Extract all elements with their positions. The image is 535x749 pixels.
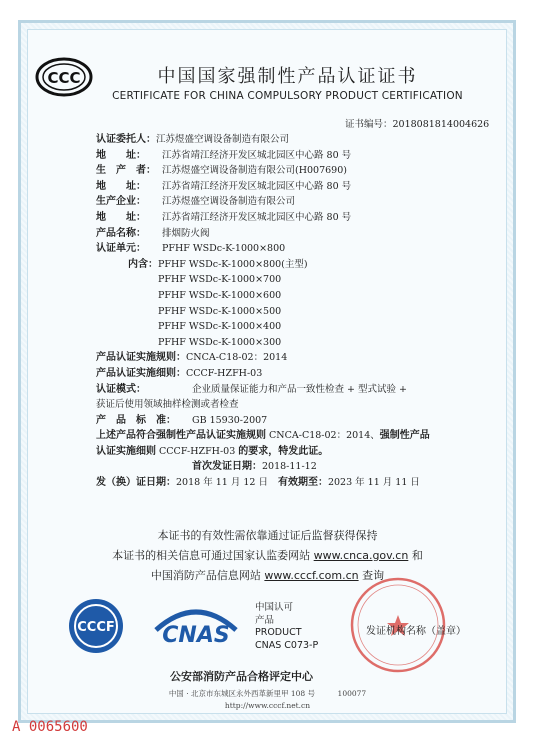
cnca-note: 本证书的相关信息可通过国家认监委网站 www.cnca.gov.cn 和 <box>112 549 423 562</box>
model-row <box>96 257 486 273</box>
product-label: 产品名称： <box>96 227 146 239</box>
manufacturer-value: 江苏煜盛空调设备制造有限公司(H007690) <box>162 165 347 177</box>
cnca-link[interactable]: www.cnca.gov.cn <box>313 549 409 562</box>
cccf-note: 中国消防产品信息网站 www.cccf.com.cn 查询 <box>150 569 385 582</box>
statement-text: 上述产品符合强制性产品认证实施规则 <box>96 430 266 442</box>
mode-row-2 <box>96 397 486 413</box>
statement-rule: CNCA-C18-02：2014、 <box>266 430 380 442</box>
issue-label: 发（换）证日期： <box>96 477 176 489</box>
organization-address: 中国 · 北京市东城区永外西革新里甲 108 号 100077 <box>168 689 367 698</box>
standard-row <box>96 413 486 429</box>
content-label: 内含： <box>128 258 158 270</box>
issue-value: 2018 年 11 月 12 日 <box>176 477 268 489</box>
mode-row <box>96 382 486 398</box>
address3-row <box>96 210 486 226</box>
cccf-link[interactable]: www.cccf.com.cn <box>264 569 359 582</box>
certificate-title-cn: 中国国家强制性产品认证证书 <box>157 66 418 87</box>
certificate-body <box>96 132 486 491</box>
statement-text-2: 强制性产品 <box>379 430 430 442</box>
mode-value-2: 获证后使用领域抽样检测或者检查 <box>96 399 239 411</box>
unit-label: 认证单元： <box>96 243 146 255</box>
first-issue-value: 2018-11-12 <box>262 461 317 473</box>
address1-label: 地 址： <box>96 149 146 161</box>
rule-value: CNCA-C18-02：2014 <box>186 352 288 364</box>
cccf-logo <box>67 597 125 655</box>
statement-detail: CCCF-HZFH-03 <box>156 445 239 457</box>
applicant-row <box>96 132 486 148</box>
organization-website[interactable]: http://www.cccf.net.cn <box>224 701 311 710</box>
cnas-logo-text: CNAS <box>162 623 230 648</box>
statement-line-2 <box>96 444 486 460</box>
validity-note: 本证书的有效性需依靠通过证后监督获得保持 <box>157 529 378 542</box>
detail-label: 产品认证实施细则： <box>96 367 186 379</box>
model-item: PFHF WSDc-K-1000×300 <box>158 336 282 348</box>
model-item: PFHF WSDc-K-1000×400 <box>158 321 282 333</box>
model-item: PFHF WSDc-K-1000×800(主型) <box>158 258 308 270</box>
factory-row <box>96 194 486 210</box>
model-item: PFHF WSDc-K-1000×700 <box>158 274 282 286</box>
address3-label: 地 址： <box>96 211 146 223</box>
first-issue-label: 首次发证日期： <box>192 461 262 473</box>
statement-line-1 <box>96 428 486 444</box>
certificate-title-en: CERTIFICATE FOR CHINA COMPULSORY PRODUCT CERTIFICATION <box>112 90 463 102</box>
address2-label: 地 址： <box>96 180 146 192</box>
seal-label: 发证机构名称（盖章） <box>366 626 466 637</box>
factory-value: 江苏煜盛空调设备制造有限公司 <box>162 196 296 208</box>
statement-text-3: 认证实施细则 <box>96 445 156 457</box>
issuing-organization: 公安部消防产品合格评定中心 <box>170 670 313 683</box>
unit-value: PFHF WSDc-K-1000×800 <box>162 243 286 255</box>
detail-value: CCCF-HZFH-03 <box>186 367 263 379</box>
model-item: PFHF WSDc-K-1000×500 <box>158 305 282 317</box>
svg-text:CCC: CCC <box>47 69 81 87</box>
address2-row <box>96 179 486 195</box>
expiry-label: 有效期至： <box>277 477 328 489</box>
address1-value: 江苏省靖江经济开发区城北园区中心路 80 号 <box>162 149 352 161</box>
issue-row <box>96 475 486 491</box>
address3-value: 江苏省靖江经济开发区城北园区中心路 80 号 <box>162 211 352 223</box>
factory-label: 生产企业： <box>96 196 146 208</box>
standard-value: GB 15930-2007 <box>192 414 268 426</box>
certificate-number: 证书编号：2018081814004626 <box>345 119 490 130</box>
manufacturer-label: 生 产 者： <box>96 165 156 177</box>
address1-row <box>96 148 486 164</box>
cnas-info: 中国认可 产品 PRODUCT CNAS C073-P <box>255 602 319 651</box>
mode-value: 企业质量保证能力和产品一致性检查 + 型式试验 + <box>192 383 407 395</box>
first-issue-row <box>96 459 486 475</box>
manufacturer-row <box>96 163 486 179</box>
cnas-logo <box>150 600 242 654</box>
rule-label: 产品认证实施规则： <box>96 352 186 364</box>
unit-row <box>96 241 486 257</box>
applicant-value: 江苏煜盛空调设备制造有限公司 <box>156 134 290 145</box>
product-value: 排烟防火阀 <box>162 227 210 239</box>
rule-row <box>96 350 486 366</box>
address2-value: 江苏省靖江经济开发区城北园区中心路 80 号 <box>162 180 352 192</box>
statement-text-4: 的要求，特发此证。 <box>238 445 329 457</box>
expiry-value: 2023 年 11 月 11 日 <box>327 477 420 489</box>
detail-row <box>96 366 486 382</box>
standard-label: 产 品 标 准： <box>96 414 176 426</box>
cccf-logo-text: CCCF <box>77 620 115 635</box>
applicant-label: 认证委托人： <box>96 134 156 145</box>
mode-label: 认证模式： <box>96 383 146 395</box>
product-row <box>96 226 486 242</box>
serial-number: A 0065600 <box>12 719 88 735</box>
model-item: PFHF WSDc-K-1000×600 <box>158 289 282 301</box>
